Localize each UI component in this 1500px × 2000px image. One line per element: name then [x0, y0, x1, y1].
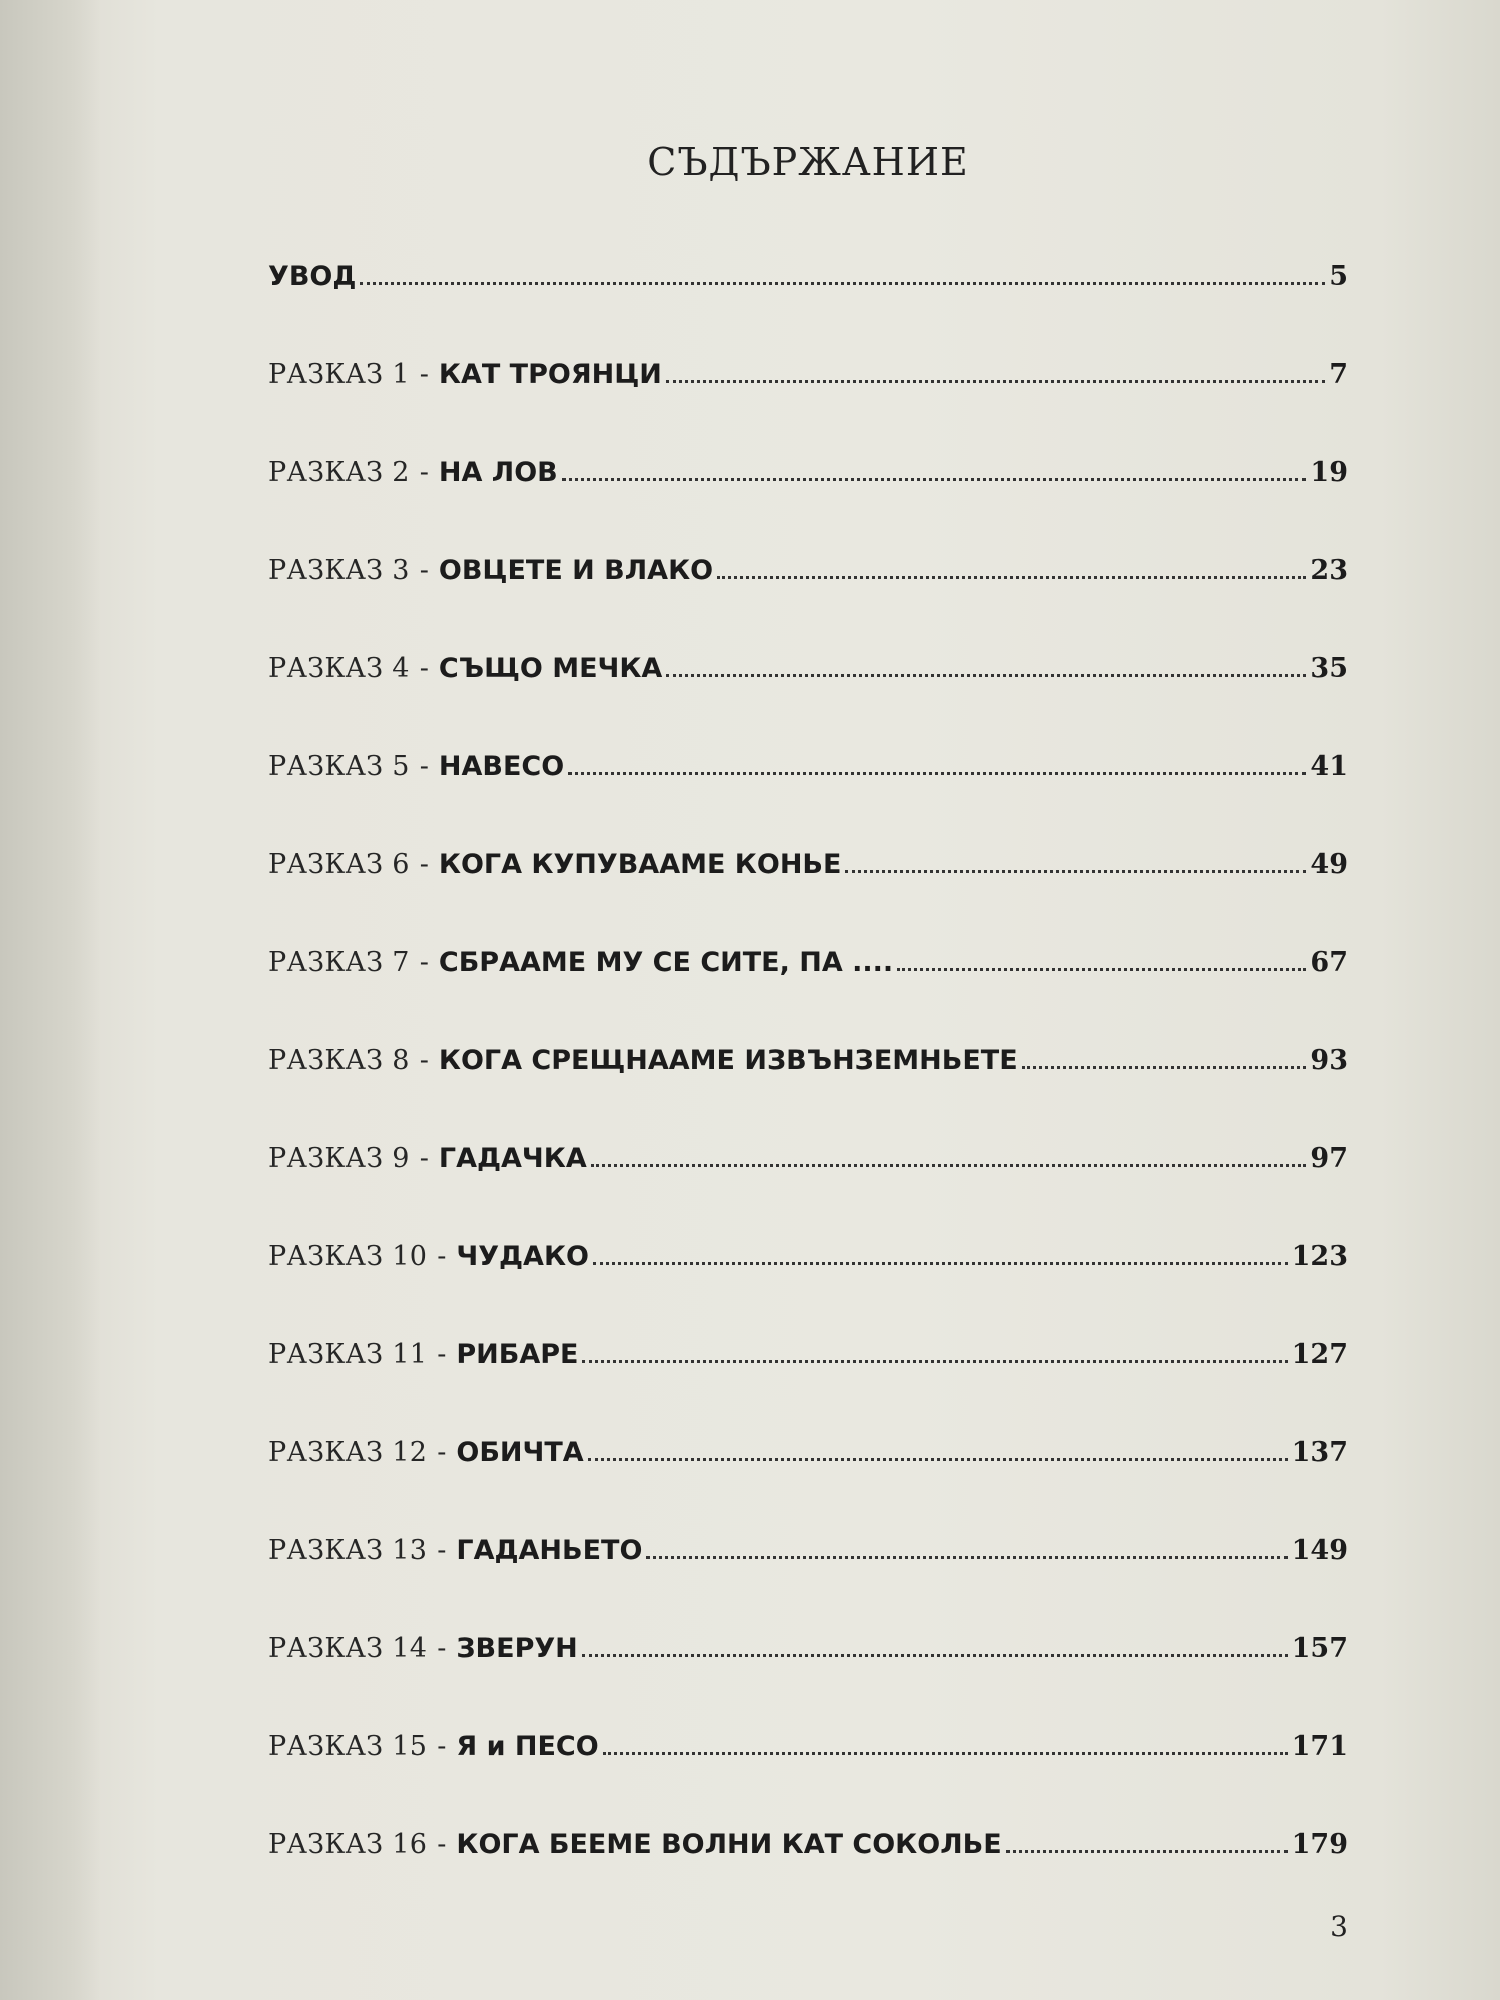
- entry-page-number: 137: [1291, 1437, 1348, 1468]
- dot-leader: [897, 968, 1306, 971]
- entry-separator: -: [419, 1045, 429, 1076]
- entry-separator: -: [437, 1437, 447, 1468]
- dot-leader: [582, 1360, 1287, 1363]
- entry-title: УВОД: [268, 261, 357, 292]
- dot-leader: [593, 1262, 1288, 1265]
- entry-label: РАЗКАЗ 13: [268, 1535, 428, 1566]
- entry-label: РАЗКАЗ 3: [268, 555, 410, 586]
- toc-entry: [268, 542, 1348, 586]
- entry-label: РАЗКАЗ 5: [268, 751, 410, 782]
- entry-page-number: 179: [1291, 1829, 1348, 1860]
- toc-entry: [268, 1130, 1348, 1174]
- entry-label: РАЗКАЗ 9: [268, 1143, 410, 1174]
- dot-leader: [845, 870, 1306, 873]
- toc-entry: [268, 1228, 1348, 1272]
- entry-title: СЪЩО МЕЧКА: [438, 653, 663, 684]
- entry-label: РАЗКАЗ 14: [268, 1633, 428, 1664]
- toc-entry: [268, 934, 1348, 978]
- entry-label: РАЗКАЗ 11: [268, 1339, 428, 1370]
- entry-title: ЗВЕРУН: [456, 1633, 578, 1664]
- entry-title: КОГА КУПУВААМЕ КОНЬЕ: [438, 849, 842, 880]
- dot-leader: [1022, 1066, 1307, 1069]
- toc-entry: [268, 738, 1348, 782]
- entry-label: РАЗКАЗ 2: [268, 457, 410, 488]
- folio-page-number: 3: [1330, 1910, 1348, 1943]
- dot-leader: [360, 282, 1325, 285]
- toc-entry-intro: [268, 248, 1348, 292]
- toc-entry: [268, 1326, 1348, 1370]
- entry-title: КОГА БЕЕМЕ ВОЛНИ КАТ СОКОЛЬЕ: [456, 1829, 1002, 1860]
- entry-title: ГАДАНЬЕТО: [456, 1535, 643, 1566]
- toc-entry: [268, 444, 1348, 488]
- entry-separator: -: [419, 555, 429, 586]
- entry-page-number: 93: [1310, 1045, 1348, 1076]
- entry-page-number: 23: [1310, 555, 1348, 586]
- entry-label: РАЗКАЗ 1: [268, 359, 410, 390]
- entry-page-number: 127: [1291, 1339, 1348, 1370]
- entry-separator: -: [419, 457, 429, 488]
- entry-page-number: 67: [1310, 947, 1348, 978]
- entry-label: РАЗКАЗ 15: [268, 1731, 428, 1762]
- page-gutter: [0, 0, 100, 2000]
- entry-separator: -: [419, 849, 429, 880]
- entry-separator: -: [419, 947, 429, 978]
- toc-entry: [268, 346, 1348, 390]
- dot-leader: [562, 478, 1307, 481]
- table-of-contents: [268, 0, 1348, 2000]
- page-title: СЪДЪРЖАНИЕ: [647, 140, 969, 184]
- entry-page-number: 123: [1291, 1241, 1348, 1272]
- entry-title: НА ЛОВ: [438, 457, 558, 488]
- entry-label: РАЗКАЗ 12: [268, 1437, 428, 1468]
- entry-separator: -: [419, 1143, 429, 1174]
- entry-title: Я и ПЕСО: [456, 1731, 599, 1762]
- dot-leader: [1006, 1850, 1288, 1853]
- entry-separator: -: [437, 1829, 447, 1860]
- entry-label: РАЗКАЗ 4: [268, 653, 410, 684]
- toc-entry: [268, 1424, 1348, 1468]
- entry-page-number: 149: [1291, 1535, 1348, 1566]
- dot-leader: [591, 1164, 1307, 1167]
- entry-title: СБРААМЕ МУ СЕ СИТЕ, ПА ....: [438, 947, 894, 978]
- entry-label: РАЗКАЗ 8: [268, 1045, 410, 1076]
- dot-leader: [717, 576, 1306, 579]
- entry-title: ГАДАЧКА: [438, 1143, 587, 1174]
- dot-leader: [666, 674, 1306, 677]
- entry-title: НАВЕСО: [438, 751, 565, 782]
- toc-entry: [268, 640, 1348, 684]
- dot-leader: [588, 1458, 1288, 1461]
- entry-page-number: 49: [1310, 849, 1348, 880]
- entry-title: ОВЦЕТЕ И ВЛАКО: [438, 555, 714, 586]
- entry-label: РАЗКАЗ 7: [268, 947, 410, 978]
- dot-leader: [666, 380, 1325, 383]
- entry-title: РИБАРЕ: [456, 1339, 579, 1370]
- entry-separator: -: [437, 1633, 447, 1664]
- toc-entry: [268, 1522, 1348, 1566]
- entry-title: КАТ ТРОЯНЦИ: [438, 359, 662, 390]
- entry-title: ЧУДАКО: [456, 1241, 589, 1272]
- toc-entry: [268, 1032, 1348, 1076]
- entry-page-number: 5: [1329, 261, 1348, 292]
- entry-page-number: 171: [1291, 1731, 1348, 1762]
- toc-entry: [268, 1816, 1348, 1860]
- toc-entry: [268, 836, 1348, 880]
- entry-title: ОБИЧТА: [456, 1437, 584, 1468]
- entry-page-number: 19: [1310, 457, 1348, 488]
- dot-leader: [582, 1654, 1288, 1657]
- entry-label: РАЗКАЗ 6: [268, 849, 410, 880]
- entry-label: РАЗКАЗ 16: [268, 1829, 428, 1860]
- toc-entry: [268, 1620, 1348, 1664]
- entry-separator: -: [437, 1731, 447, 1762]
- entry-page-number: 97: [1310, 1143, 1348, 1174]
- entry-separator: -: [419, 359, 429, 390]
- entry-separator: -: [437, 1339, 447, 1370]
- entry-separator: -: [419, 653, 429, 684]
- toc-entry: [268, 1718, 1348, 1762]
- entry-title: КОГА СРЕЩНААМЕ ИЗВЪНЗЕМНЬЕТЕ: [438, 1045, 1018, 1076]
- entry-page-number: 41: [1310, 751, 1348, 782]
- entry-separator: -: [437, 1241, 447, 1272]
- entry-separator: -: [437, 1535, 447, 1566]
- entry-separator: -: [419, 751, 429, 782]
- dot-leader: [568, 772, 1306, 775]
- entry-page-number: 157: [1291, 1633, 1348, 1664]
- dot-leader: [646, 1556, 1287, 1559]
- entry-page-number: 7: [1329, 359, 1348, 390]
- dot-leader: [603, 1752, 1288, 1755]
- entry-label: РАЗКАЗ 10: [268, 1241, 428, 1272]
- entry-page-number: 35: [1310, 653, 1348, 684]
